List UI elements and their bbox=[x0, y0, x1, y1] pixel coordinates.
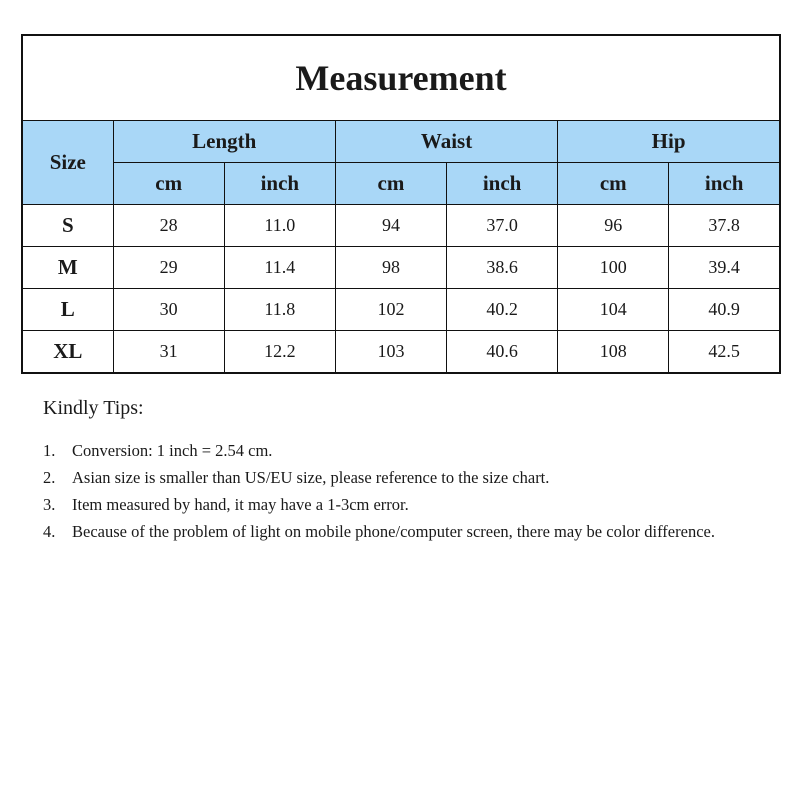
tips-heading: Kindly Tips: bbox=[43, 397, 144, 419]
size-cell: XL bbox=[22, 331, 113, 374]
size-cell: L bbox=[22, 289, 113, 331]
size-cell: S bbox=[22, 205, 113, 247]
table-title: Measurement bbox=[22, 35, 780, 121]
unit-header: cm bbox=[335, 163, 446, 205]
tip-item bbox=[43, 437, 763, 464]
table-cell: 11.0 bbox=[224, 205, 335, 247]
table-cell: 98 bbox=[335, 247, 446, 289]
table-row bbox=[22, 205, 780, 247]
tips-list bbox=[43, 437, 763, 545]
table-cell: 40.6 bbox=[447, 331, 558, 374]
unit-header: inch bbox=[447, 163, 558, 205]
measurement-table bbox=[21, 34, 781, 374]
tip-text: Conversion: 1 inch = 2.54 cm. bbox=[72, 441, 273, 460]
unit-header: cm bbox=[113, 163, 224, 205]
unit-header-row bbox=[22, 163, 780, 205]
table-cell: 37.0 bbox=[447, 205, 558, 247]
table-cell: 30 bbox=[113, 289, 224, 331]
table-cell: 102 bbox=[335, 289, 446, 331]
table-cell: 40.2 bbox=[447, 289, 558, 331]
table-cell: 28 bbox=[113, 205, 224, 247]
tip-text: Because of the problem of light on mobile phone/computer screen, there may be color difference. bbox=[72, 522, 715, 541]
unit-header: inch bbox=[224, 163, 335, 205]
size-header: Size bbox=[22, 121, 113, 205]
table-cell: 40.9 bbox=[669, 289, 780, 331]
tip-item bbox=[43, 491, 763, 518]
table-cell: 12.2 bbox=[224, 331, 335, 374]
length-header: Length bbox=[113, 121, 335, 163]
size-cell: M bbox=[22, 247, 113, 289]
table-row bbox=[22, 247, 780, 289]
table-cell: 103 bbox=[335, 331, 446, 374]
table-cell: 94 bbox=[335, 205, 446, 247]
tip-item bbox=[43, 464, 763, 491]
table-cell: 11.4 bbox=[224, 247, 335, 289]
table-cell: 37.8 bbox=[669, 205, 780, 247]
table-cell: 31 bbox=[113, 331, 224, 374]
kindly-tips-section bbox=[43, 397, 763, 545]
tip-number: 4. bbox=[43, 522, 56, 541]
group-header-row bbox=[22, 121, 780, 163]
unit-header: cm bbox=[558, 163, 669, 205]
table-cell: 38.6 bbox=[447, 247, 558, 289]
tip-text: Item measured by hand, it may have a 1-3cm error. bbox=[72, 495, 409, 514]
tip-number: 2. bbox=[43, 468, 56, 487]
table-cell: 39.4 bbox=[669, 247, 780, 289]
waist-header: Waist bbox=[335, 121, 557, 163]
table-cell: 29 bbox=[113, 247, 224, 289]
table-cell: 96 bbox=[558, 205, 669, 247]
table-row bbox=[22, 331, 780, 374]
unit-header: inch bbox=[669, 163, 780, 205]
tip-text: Asian size is smaller than US/EU size, please reference to the size chart. bbox=[72, 468, 550, 487]
tip-number: 1. bbox=[43, 441, 56, 460]
tip-item bbox=[43, 518, 763, 545]
table-cell: 100 bbox=[558, 247, 669, 289]
table-row bbox=[22, 289, 780, 331]
table-cell: 11.8 bbox=[224, 289, 335, 331]
table-cell: 104 bbox=[558, 289, 669, 331]
table-cell: 42.5 bbox=[669, 331, 780, 374]
tip-number: 3. bbox=[43, 495, 56, 514]
table-cell: 108 bbox=[558, 331, 669, 374]
title-row bbox=[22, 35, 780, 121]
hip-header: Hip bbox=[558, 121, 780, 163]
